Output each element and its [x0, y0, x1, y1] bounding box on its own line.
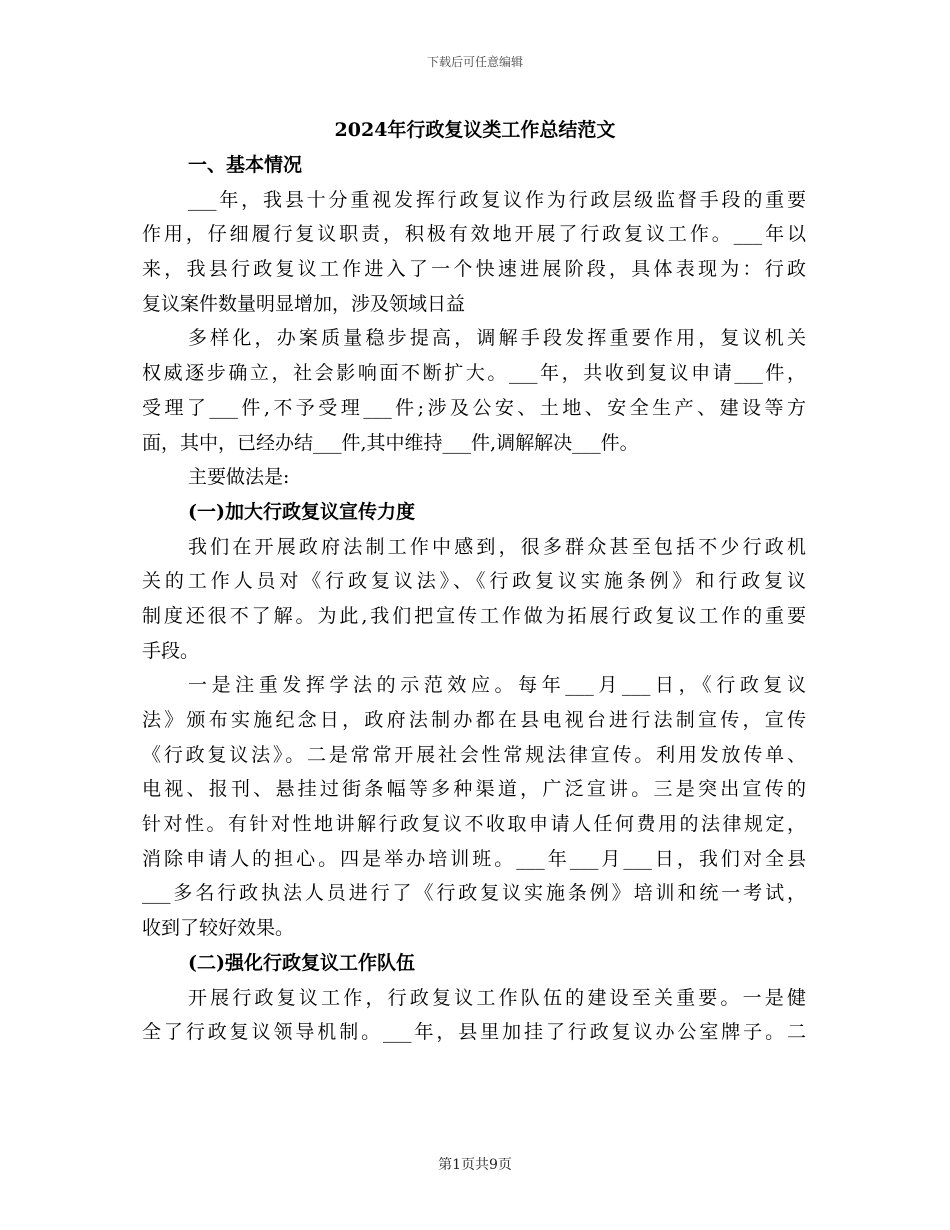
- document-title: 2024年行政复议类工作总结范文: [334, 119, 616, 141]
- paragraph-first-line: ___年，我县十分重视发挥行政复议作为行政层级监督手段的重要: [188, 188, 806, 211]
- paragraph-first-line: 开展行政复议工作，行政复议工作队伍的建设至关重要。一是健: [188, 986, 806, 1009]
- page-header: 下载后可任意编辑: [426, 55, 523, 69]
- page-footer: 第1页共9页: [438, 1157, 512, 1173]
- paragraph-line: 法》颁布实施纪念日，政府法制办都在县电视台进行法制宣传，宣传: [142, 709, 806, 731]
- paragraph-line: 权威逐步确立，社会影响面不断扩大。___年，共收到复议申请___件，: [142, 362, 806, 385]
- paragraph-line: 制度还很不了解。为此,我们把宣传工作做为拓展行政复议工作的重要: [142, 604, 806, 627]
- paragraph-last-line: 手段。: [142, 639, 200, 662]
- paragraph-line: 全了行政复议领导机制。___年，县里加挂了行政复议办公室牌子。二: [142, 1021, 806, 1044]
- paragraph-first-line: 主要做法是:: [188, 466, 290, 489]
- paragraph-first-line: 多样化，办案质量稳步提高，调解手段发挥重要作用，复议机关: [188, 327, 806, 350]
- paragraph-line: 消除申请人的担心。四是举办培训班。___年___月___日，我们对全县: [142, 847, 806, 870]
- paragraph-first-line: 一是注重发挥学法的示范效应。每年___月___日，《行政复议: [188, 674, 806, 697]
- paragraph-line: 来，我县行政复议工作进入了一个快速进展阶段，具体表现为：行政: [142, 258, 806, 281]
- paragraph-line: ___多名行政执法人员进行了《行政复议实施条例》培训和统一考试，: [142, 882, 806, 905]
- paragraph-last-line: 面，其中，已经办结___件,其中维持___件,调解解决___件。: [142, 431, 639, 454]
- section-heading: (二)强化行政复议工作队伍: [188, 951, 415, 974]
- section-heading: 一、基本情况: [188, 154, 303, 176]
- section-heading: (一)加大行政复议宣传力度: [188, 500, 415, 523]
- paragraph-line: 针对性。有针对性地讲解行政复议不收取申请人任何费用的法律规定，: [142, 813, 806, 836]
- paragraph-line: 《行政复议法》。二是常常开展社会性常规法律宣传。利用发放传单、: [142, 743, 806, 766]
- paragraph-line: 电视、报刊、悬挂过街条幅等多种渠道，广泛宣讲。三是突出宣传的: [142, 778, 806, 801]
- paragraph-last-line: 收到了较好效果。: [142, 917, 295, 940]
- paragraph-line: 作用，仔细履行复议职责，积极有效地开展了行政复议工作。___年以: [142, 223, 806, 246]
- paragraph-first-line: 我们在开展政府法制工作中感到，很多群众甚至包括不少行政机: [188, 535, 806, 558]
- paragraph-line: 受理了___件,不予受理___件;涉及公安、土地、安全生产、建设等方: [142, 396, 806, 419]
- paragraph-last-line: 复议案件数量明显增加，涉及领域日益: [142, 292, 466, 315]
- document-body: [142, 148, 806, 1050]
- paragraph-line: 关的工作人员对《行政复议法》、《行政复议实施条例》和行政复议: [142, 570, 806, 593]
